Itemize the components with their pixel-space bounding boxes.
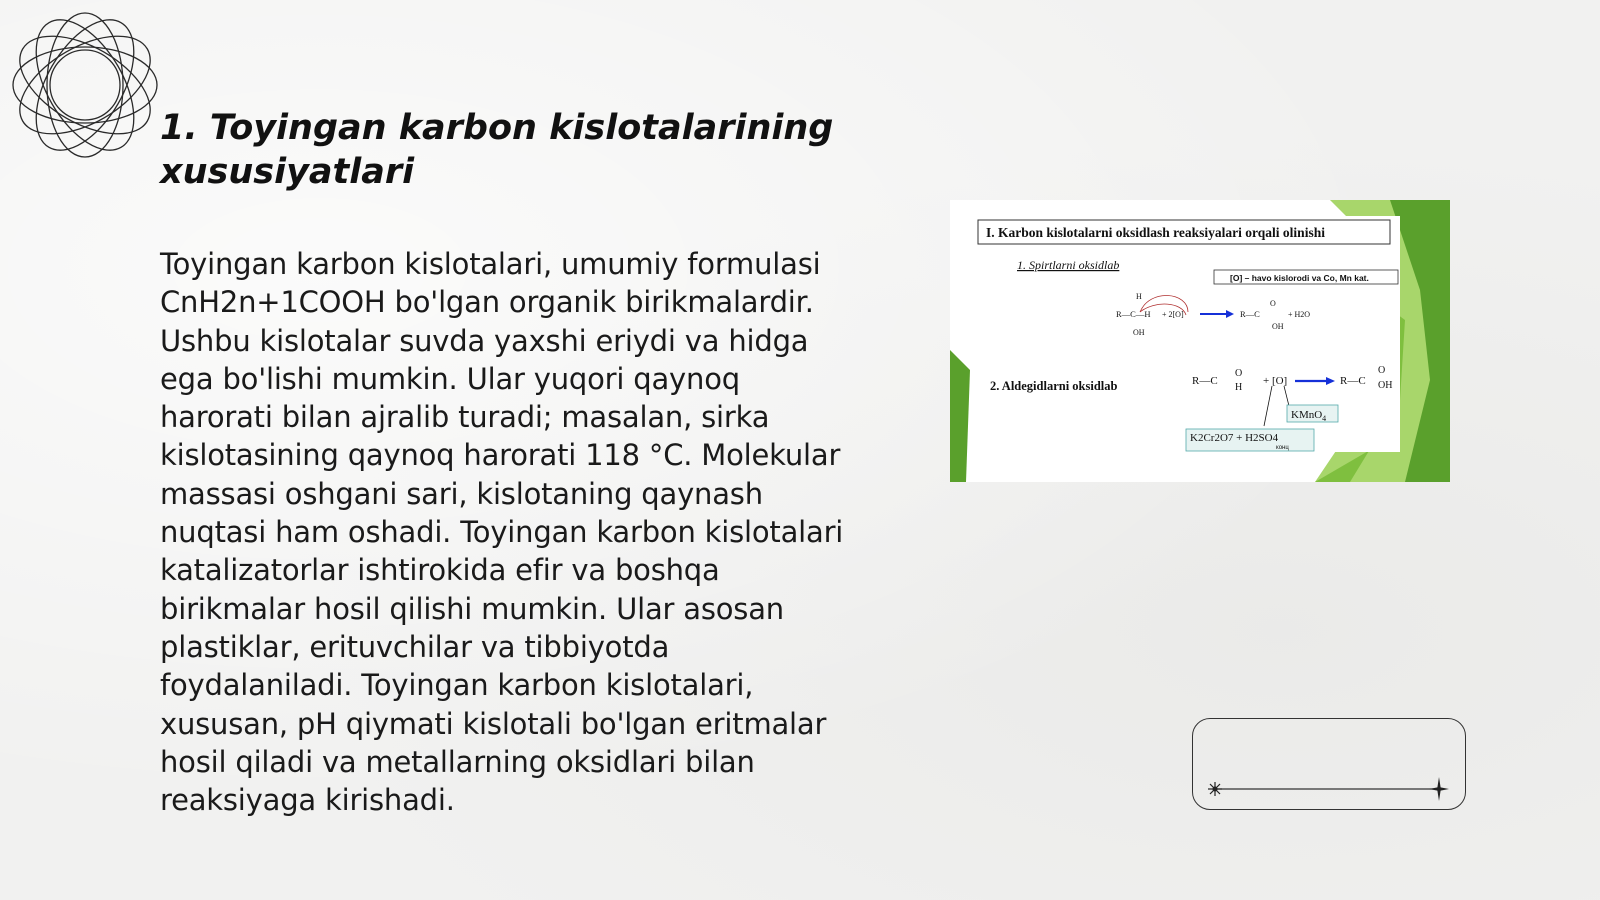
reagent-2-note: конц xyxy=(1276,445,1289,451)
reaction-1-water: + H2O xyxy=(1288,310,1311,319)
reaction-2-right-o: O xyxy=(1378,365,1386,376)
reaction-1-right: R—C xyxy=(1240,309,1260,319)
green-left-shape xyxy=(950,350,970,482)
reaction-2-left: R—C xyxy=(1192,375,1218,387)
section-2-label: 2. Aldegidlarni oksidlab xyxy=(990,379,1118,393)
catalyst-note: [O] – havo kislorodi va Co, Mn kat. xyxy=(1230,273,1369,283)
reaction-1-oh: OH xyxy=(1133,328,1145,337)
reaction-1-o: O xyxy=(1270,299,1276,308)
reaction-2-right: R—C xyxy=(1340,375,1366,387)
slide-body-text: Toyingan karbon kislotalari, umumiy formulasi CnH2n+1COOH bo'lgan organik birikmalardir. Ushbu kislotalar suvda yaxshi eriydi va hidga ega bo'lishi mumkin. Ular yuqori qaynoq harorati bilan ajralib turadi; masalan, sirka kislotasining qaynoq harorati 118 °C. Molekular massasi oshgani sari, kislotaning qaynash nuqtasi ham oshadi. Toyingan karbon kislotalari katalizatorlar ishtirokida efir va boshqa birikmalar hosil qilishi mumkin. Ular asosan plastiklar, erituvchilar va tibbiyotda foydalaniladi. Toyingan karbon kislotalari, xususan, pH qiymati kislotali bo'lgan eritmalar hosil qiladi va metallarning oksidlari bilan reaksiyaga kirishadi. xyxy=(160,247,844,818)
figure-heading: I. Karbon kislotalarni oksidlash reaksiyalari orqali olinishi xyxy=(986,225,1325,240)
reaction-1-oxidant: + 2[O] xyxy=(1162,310,1184,319)
slide-title: 1. Toyingan karbon kislotalarining xususiyatlari xyxy=(160,108,834,192)
star-icon[interactable] xyxy=(1429,777,1449,801)
reagent-2: K2Cr2O7 + H2SO4 xyxy=(1190,432,1279,444)
reaction-2-oxidant: + [O] xyxy=(1263,375,1288,387)
reagent-1 xyxy=(1291,409,1326,423)
navigation-timeline xyxy=(1193,719,1465,809)
reaction-figure-graphic xyxy=(950,200,1450,482)
reagent-1-subscript: 4 xyxy=(1322,414,1327,423)
navigation-box xyxy=(1192,718,1466,810)
reaction-1-left: R—C—H xyxy=(1116,309,1151,319)
reaction-2-left-o: O xyxy=(1235,368,1243,379)
reaction-2-right-oh: OH xyxy=(1378,380,1393,391)
sparkle-icon[interactable] xyxy=(1208,782,1222,796)
reaction-2-left-h: H xyxy=(1235,382,1243,393)
reagent-1-text: KMnO xyxy=(1291,409,1323,421)
reaction-1-h: H xyxy=(1136,292,1142,301)
section-1-label: 1. Spirtlarni oksidlab xyxy=(1017,258,1120,272)
reaction-figure xyxy=(950,200,1450,482)
reaction-1-right-oh: OH xyxy=(1272,322,1284,331)
circle-ornament-icon xyxy=(10,10,160,160)
